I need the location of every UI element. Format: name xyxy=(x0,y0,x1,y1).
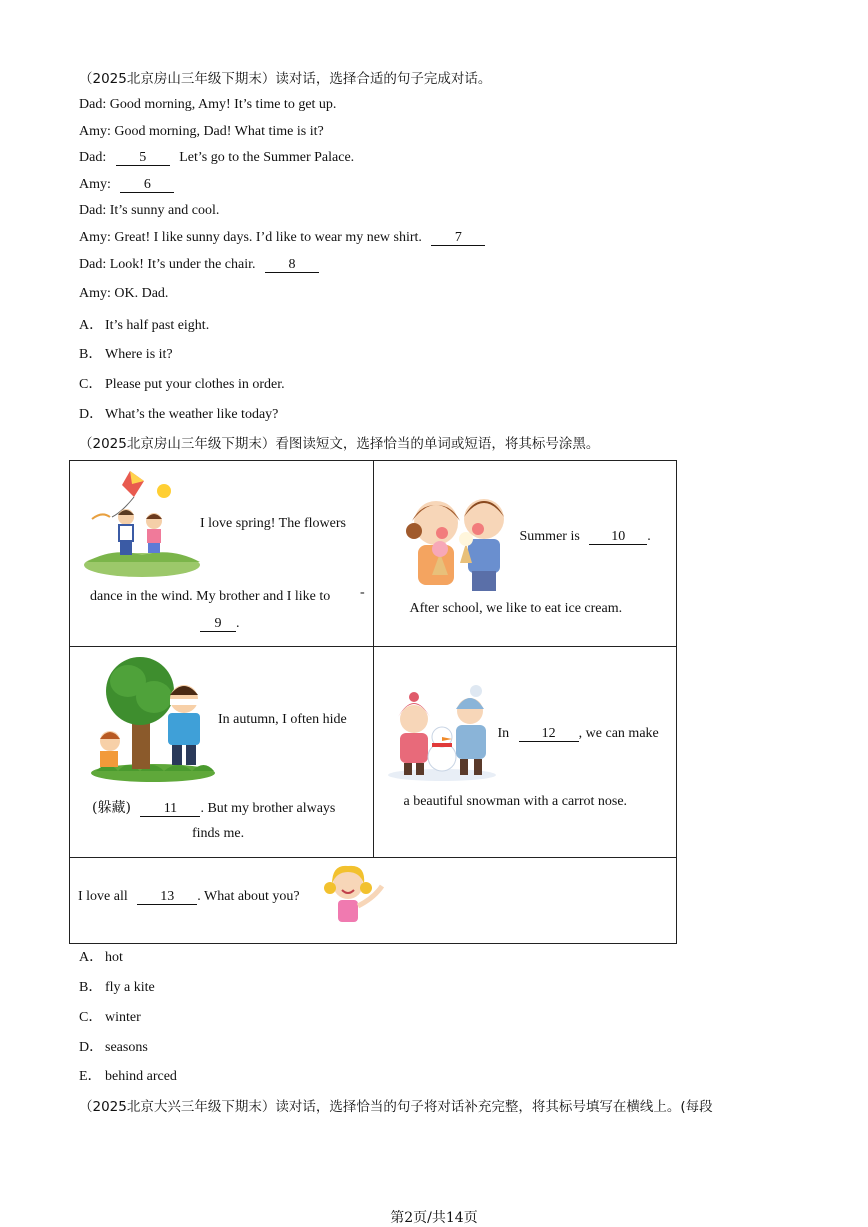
section3-header: （2025北京大兴三年级下期末）读对话，选择恰当的句子将对话补充完整，将其标号填写在横线上。(每段 xyxy=(79,1099,713,1115)
answer-blank-8[interactable]: 8 xyxy=(265,258,319,273)
option-d: D． seasons xyxy=(79,1040,148,1055)
autumn-cell xyxy=(70,647,374,858)
dialogue-line: Amy: 6 xyxy=(79,177,174,193)
winter-text-line1: In 12 , we can make xyxy=(497,726,659,741)
option-e: E． behind arced xyxy=(79,1069,177,1084)
option-b: B． Where is it? xyxy=(79,347,173,362)
summer-text-line2: After school, we like to eat ice cream. xyxy=(409,601,623,616)
hide-and-seek-tree-illustration xyxy=(88,655,218,783)
option-c: C． winter xyxy=(79,1010,141,1025)
dialogue-line: Amy: Good morning, Dad! What time is it? xyxy=(79,124,324,139)
option-c: C． Please put your clothes in order. xyxy=(79,377,285,392)
all-seasons-cell xyxy=(70,858,677,944)
answer-blank-13[interactable]: 13 xyxy=(137,890,197,905)
dialogue-line: Dad: It’s sunny and cool. xyxy=(79,203,220,218)
all-seasons-text: I love all 13 . What about you? xyxy=(78,889,300,904)
option-a: A． hot xyxy=(79,950,123,965)
kids-building-snowman-illustration xyxy=(386,685,498,783)
dialogue-line: Dad: 5 Let’s go to the Summer Palace. xyxy=(79,150,355,165)
answer-blank-12[interactable]: 12 xyxy=(519,727,579,742)
option-a: A． It’s half past eight. xyxy=(79,318,210,333)
section1-header: （2025北京房山三年级下期末）读对话，选择合适的句子完成对话。 xyxy=(79,71,492,87)
dialogue-line: Dad: Good morning, Amy! It’s time to get up. xyxy=(79,97,337,112)
kids-flying-kite-illustration xyxy=(82,467,202,577)
answer-blank-7[interactable]: 7 xyxy=(431,231,485,246)
girl-waving-illustration xyxy=(320,862,390,926)
answer-blank-10[interactable]: 10 xyxy=(589,530,647,545)
spring-text-line1: I love spring! The flowers xyxy=(200,516,346,531)
winter-text-line2: a beautiful snowman with a carrot nose. xyxy=(403,794,628,809)
winter-cell xyxy=(373,647,677,858)
autumn-text-line2: (躲藏) 11 . But my brother always xyxy=(92,800,336,816)
dialogue-line: Amy: OK. Dad. xyxy=(79,286,169,301)
spring-cell: I love spring! The flowers dance in the wind. My brother and I like to - 9 . xyxy=(70,461,374,647)
answer-blank-5[interactable]: 5 xyxy=(116,151,170,166)
dialogue-line: Dad: Look! It’s under the chair. 8 xyxy=(79,257,319,273)
summer-cell xyxy=(373,461,677,647)
dialogue-line: Amy: Great! I like sunny days. I’d like to wear my new shirt. 7 xyxy=(79,230,485,246)
summer-text-line1: Summer is 10 . xyxy=(519,529,651,544)
picture-reading-table xyxy=(69,460,677,944)
answer-blank-9[interactable]: 9 xyxy=(200,617,236,632)
spring-blank-line: 9 . xyxy=(200,616,240,632)
section2-header: （2025北京房山三年级下期末）看图读短文，选择恰当的单词或短语，将其标号涂黑。 xyxy=(79,436,600,452)
option-b: B． fly a kite xyxy=(79,980,155,995)
answer-blank-6[interactable]: 6 xyxy=(120,178,174,193)
autumn-text-line1: In autumn, I often hide xyxy=(218,712,347,727)
page-number: 第2页/共14页 xyxy=(390,1210,478,1226)
answer-blank-11[interactable]: 11 xyxy=(140,802,200,817)
option-d: D． What’s the weather like today? xyxy=(79,407,279,422)
autumn-text-line3: finds me. xyxy=(192,826,245,841)
kids-eating-ice-cream-illustration xyxy=(392,483,524,595)
spring-text-line2: dance in the wind. My brother and I like to xyxy=(90,589,331,604)
